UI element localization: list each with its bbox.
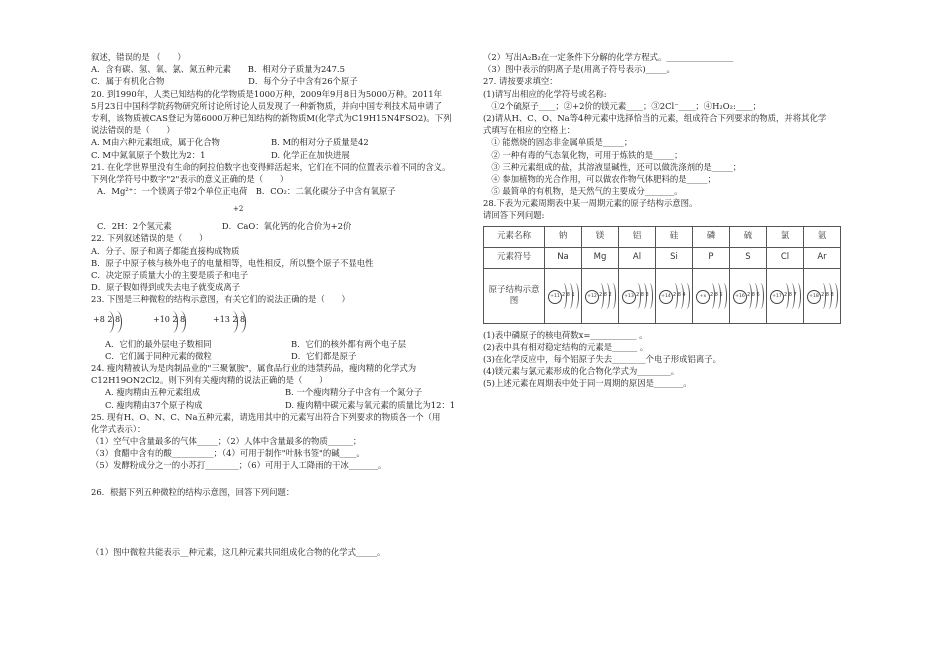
text-line: ①2个硫原子____；②+2价的镁元素____；③2Cl⁻____；④H₂O₂:____； — [483, 100, 761, 111]
text-line: 请回答下列问题: — [483, 210, 545, 221]
text-line: （1）空气中含量最多的气体_____；（2）人体中含量最多的物质______； — [91, 436, 362, 447]
text-line: （3）图中表示的阴离子是(用离子符号表示)_____。 — [483, 64, 675, 75]
element-name: 氯 — [767, 226, 804, 247]
atom-structure-diagram — [693, 268, 730, 323]
electron-shells: 2 8 1 — [562, 291, 575, 298]
atom-structure-diagram — [804, 268, 841, 323]
option: B．它们的核外都有两个电子层 — [291, 338, 407, 349]
element-name: 磷 — [693, 226, 730, 247]
option: C．它们属于同种元素的微粒 — [105, 350, 212, 361]
left-column — [91, 52, 467, 559]
nucleus: +14 — [659, 290, 673, 304]
nucleus: +x — [696, 290, 710, 304]
text-line: 21. 在化学世界里没有生命的阿拉伯数字也变得鲜活起来，它们在不同的位置表示着不同的含义。 — [91, 161, 451, 172]
text-line: C．属于有机化合物 D．每个分子中含有26个原子 — [91, 76, 358, 87]
text-line: 说法错误的是（ ） — [91, 125, 175, 136]
text-line: (1)请写出相应的化学符号或名称: — [483, 88, 607, 99]
electron-shells: 2 8 6 — [747, 291, 760, 298]
text-line: C12H19ON2Cl2。则下列有关瘦肉精的说法正确的是（ ） — [91, 375, 328, 386]
text-line: (1)表中磷原子的核电荷数x=___________ 。 — [483, 329, 648, 340]
option: D．它们都是原子 — [291, 350, 357, 361]
text-line: 24. 瘦肉精被认为是肉制品业的"三聚氰胺"，属食品行业的违禁药品，瘦肉精的化学式为 — [91, 362, 417, 373]
option-row — [91, 150, 467, 162]
atom-diagram: +10 2 8 — [153, 311, 197, 333]
row-header: 元素名称 — [484, 226, 545, 247]
option-row — [91, 351, 467, 363]
text-line: 化学式表示）： — [91, 423, 146, 434]
text-line: 28.下表为元素周期表中某一周期元素的原子结构示意图。 — [483, 198, 698, 209]
element-name: 氩 — [804, 226, 841, 247]
element-name: 硫 — [730, 226, 767, 247]
text-line: ③ 三种元素组成的盐，其溶液显碱性，还可以做洗涤剂的是_____； — [483, 161, 742, 172]
element-symbol: Si — [656, 247, 693, 268]
atom-structure-diagram — [730, 268, 767, 323]
text-line: C．决定原子质量大小的主要是质子和电子 — [91, 270, 249, 280]
element-name: 铝 — [619, 226, 656, 247]
element-symbol: P — [693, 247, 730, 268]
option: A. M由六种元素组成，属于化合物 — [91, 137, 220, 148]
option: A．它们的最外层电子数相同 — [105, 338, 212, 349]
option: C. M中氮氧原子个数比为2：1 — [91, 149, 206, 160]
text-line: 20. 到1990年，人类已知结构的化学物质是1000万种，2009年9月8日为5000万种。2011年 — [91, 88, 442, 99]
text-line: （1）图中微粒共能表示__种元素，这几种元素共同组成化合物的化学式_____。 — [91, 546, 386, 557]
element-symbol: Na — [545, 247, 582, 268]
text-line: 专利，该物质被CAS登记为第6000万种已知结构的新物质M(化学式为C19H15N4FSO2)。下列 — [91, 112, 452, 123]
row-header: 原子结构示意图 — [484, 268, 545, 323]
text-line: 5月23日中国科学院药物研究所讨论所讨论人员发现了一种新物质，并向中国专利技术局申请了 — [91, 100, 442, 111]
nucleus: +13 — [622, 290, 636, 304]
option-row — [91, 137, 467, 149]
nucleus: +18 — [807, 290, 821, 304]
valence-superscript: +2 — [233, 205, 244, 214]
text-line: (3)在化学反应中，每个铝原子失去________个电子形成铝离子。 — [483, 354, 721, 364]
electron-shells: 2 8 8 — [821, 291, 834, 298]
text-line: A．含有碳、氢、氧、氯、氮五种元素 B．相对分子质量为247.5 — [91, 64, 345, 75]
text-line: ① 能燃烧的固态非金属单质是_____； — [483, 137, 633, 148]
text-line: 23. 下图是三种微粒的结构示意图，有关它们的说法正确的是（ ） — [91, 294, 350, 305]
text-line: 式填写在相应的空格上： — [483, 125, 576, 136]
text-line: ④ 参加植物的光合作用，可以做农作物气体肥料的是_____； — [483, 173, 716, 184]
option: B. M的相对分子质量是42 — [271, 137, 369, 148]
element-symbol: Cl — [767, 247, 804, 268]
electron-shells: 2 8 5 — [710, 291, 723, 298]
text-line: ⑤ 最简单的有机物，是天然气的主要成分_______。 — [483, 186, 683, 197]
electron-shells: 2 8 2 — [599, 291, 612, 298]
atom-structure-diagram — [767, 268, 804, 323]
text-line: 22. 下列叙述错误的是（ ） — [91, 233, 208, 244]
text-line: B．原子中原子核与核外电子的电量相等，电性相反，所以整个原子不显电性 — [91, 257, 374, 268]
option: D. 瘦肉精中碳元素与氧元素的质量比为12：1 — [285, 399, 456, 410]
electron-shells: 2 8 4 — [673, 291, 686, 298]
element-symbol: Mg — [582, 247, 619, 268]
text-line: （5）发酵粉成分之一的小苏打________；（6）可用于人工降雨的干冰_______。 — [91, 460, 387, 471]
element-name: 镁 — [582, 226, 619, 247]
atom-structure-diagram — [582, 268, 619, 323]
option: B. 一个瘦肉精分子中含有一个氮分子 — [285, 387, 423, 398]
nucleus: +17 — [770, 290, 784, 304]
text-line: （2）写出A₂B₂在一定条件下分解的化学方程式。________________ — [483, 52, 734, 62]
text-line: （3）食醋中含有的酸__________；（4）可用于制作"叶脉书签"的碱____。 — [91, 448, 365, 459]
nucleus: +16 — [733, 290, 747, 304]
option: A. 瘦肉精由五种元素组成 — [105, 387, 201, 398]
text-line: A．分子、原子和离子都能直接构成物质 — [91, 245, 240, 256]
text-line: 25. 现有H、O、N、C、Na五种元素，请选用其中的元素写出符合下列要求的物质各一个（用 — [91, 411, 441, 422]
option-row — [91, 339, 467, 351]
text-line: (4)镁元素与氯元素形成的化合物化学式为________。 — [483, 366, 680, 377]
element-name: 硅 — [656, 226, 693, 247]
text-line: (2)请从H、C、O、Na等4种元素中选择恰当的元素，组成符合下列要求的物质，并将其化学 — [483, 112, 827, 123]
atom-structure-diagram — [545, 268, 582, 323]
text-line: D．原子假如得到或失去电子就变成离子 — [91, 282, 241, 293]
text-line: A．Mg²⁺：一个镁离子带2个单位正电荷 B．CO₂：二氧化碳分子中含有氧原子 — [97, 186, 396, 197]
text-line: 27. 请按要求填空： — [483, 76, 558, 87]
text-line: (5)上述元素在周期表中处于同一周期的原因是_______。 — [483, 378, 692, 389]
nucleus: +11 — [548, 290, 562, 304]
row-header: 元素符号 — [484, 247, 545, 268]
element-symbol: Ar — [804, 247, 841, 268]
text-line: ② 一种有毒的气态氧化物，可用于炼铁的是_____； — [483, 149, 683, 160]
option-row — [91, 387, 467, 399]
text-line: 下列化学符号中数字"2"表示的意义正确的是（ ） — [91, 173, 289, 184]
atom-diagram: +13 2 8 — [213, 311, 257, 333]
element-symbol: S — [730, 247, 767, 268]
atom-structure-diagram — [656, 268, 693, 323]
text-line: 叙述，错误的是 （ ） — [91, 52, 186, 62]
option: C. 瘦肉精由37个原子构成 — [105, 399, 203, 410]
text-line: C．2H：2个氢元素 D．CaO：氧化钙的化合价为+2价 — [97, 221, 352, 232]
electron-shells: 2 8 3 — [636, 291, 649, 298]
element-name: 钠 — [545, 226, 582, 247]
nucleus: +12 — [585, 290, 599, 304]
atom-structure-diagram — [619, 268, 656, 323]
electron-shells: 2 8 7 — [784, 291, 797, 298]
periodic-table — [483, 226, 841, 324]
option-row — [91, 400, 467, 412]
atom-diagrams — [91, 307, 467, 337]
text-line: 26．根据下列五种微粒的结构示意图，回答下列问题： — [91, 486, 295, 497]
text-line: (2)表中具有相对稳定结构的元素是______ 。 — [483, 341, 649, 352]
atom-diagram: +8 2 8 — [93, 311, 137, 333]
right-column — [483, 52, 863, 391]
option: D. 化学正在加快进展 — [271, 149, 350, 160]
element-symbol: Al — [619, 247, 656, 268]
